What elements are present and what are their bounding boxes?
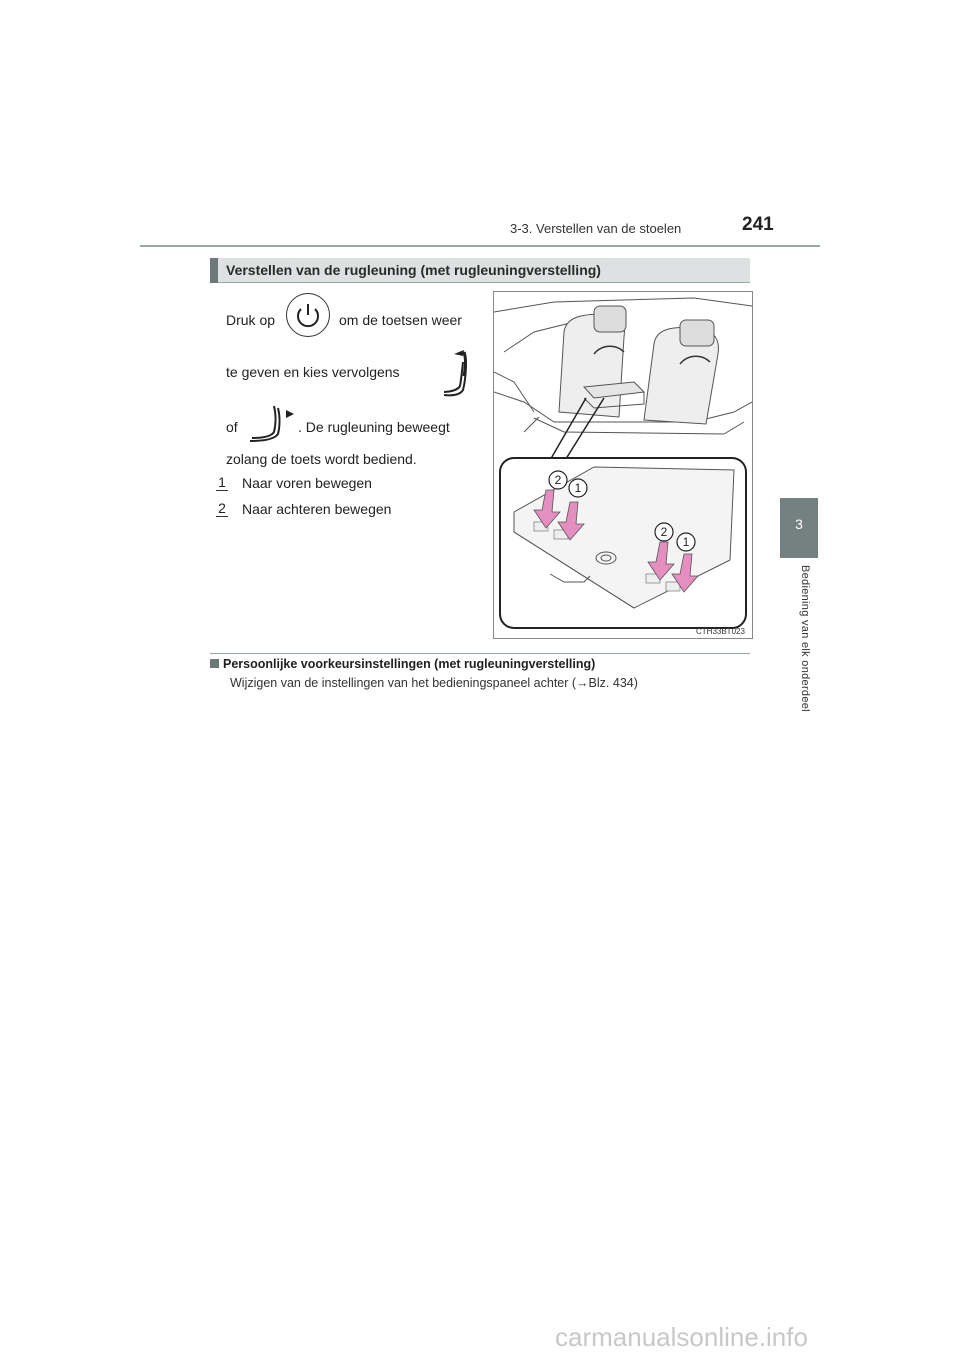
body-line-2: te geven en kies vervolgens — [226, 364, 400, 380]
header-divider — [140, 245, 820, 247]
seat-recline-forward-icon — [440, 348, 474, 403]
body-line-4: zolang de toets wordt bediend. — [226, 451, 417, 467]
step-number: 1 — [216, 475, 228, 491]
section-title: Verstellen van de rugleuning (met rugleuningverstelling) — [226, 262, 601, 278]
section-heading-accent — [210, 258, 218, 283]
power-icon — [286, 293, 330, 337]
note-title: Persoonlijke voorkeursinstellingen (met rugleuningverstelling) — [223, 657, 596, 671]
note-divider — [210, 653, 750, 654]
note-text: Wijzigen van de instellingen van het bedieningspaneel achter (→Blz. 434) — [230, 676, 638, 690]
illustration-code: CTH33BT023 — [696, 627, 745, 636]
chapter-label: Bediening van elk onderdeel — [799, 565, 811, 712]
rear-seat-illustration — [493, 291, 753, 639]
step-number: 2 — [216, 501, 228, 517]
body-line-3b: . De rugleuning beweegt — [298, 419, 450, 435]
callout-label: 1 — [574, 481, 582, 495]
watermark: carmanualsonline.info — [555, 1322, 808, 1352]
seat-recline-back-icon — [246, 404, 296, 449]
page-number: 241 — [742, 214, 774, 235]
step-text: Naar voren bewegen — [242, 475, 372, 491]
header-section-title: 3-3. Verstellen van de stoelen — [510, 221, 682, 236]
body-line-1a: Druk op — [226, 312, 276, 328]
callout-label: 1 — [682, 535, 690, 549]
step-text: Naar achteren bewegen — [242, 501, 392, 517]
note-square-icon — [210, 659, 219, 668]
callout-label: 2 — [660, 525, 668, 539]
callout-label: 2 — [554, 473, 562, 487]
chapter-number: 3 — [795, 516, 803, 532]
body-line-1b: om de toetsen weer — [339, 312, 462, 328]
body-line-3a: of — [226, 419, 238, 435]
